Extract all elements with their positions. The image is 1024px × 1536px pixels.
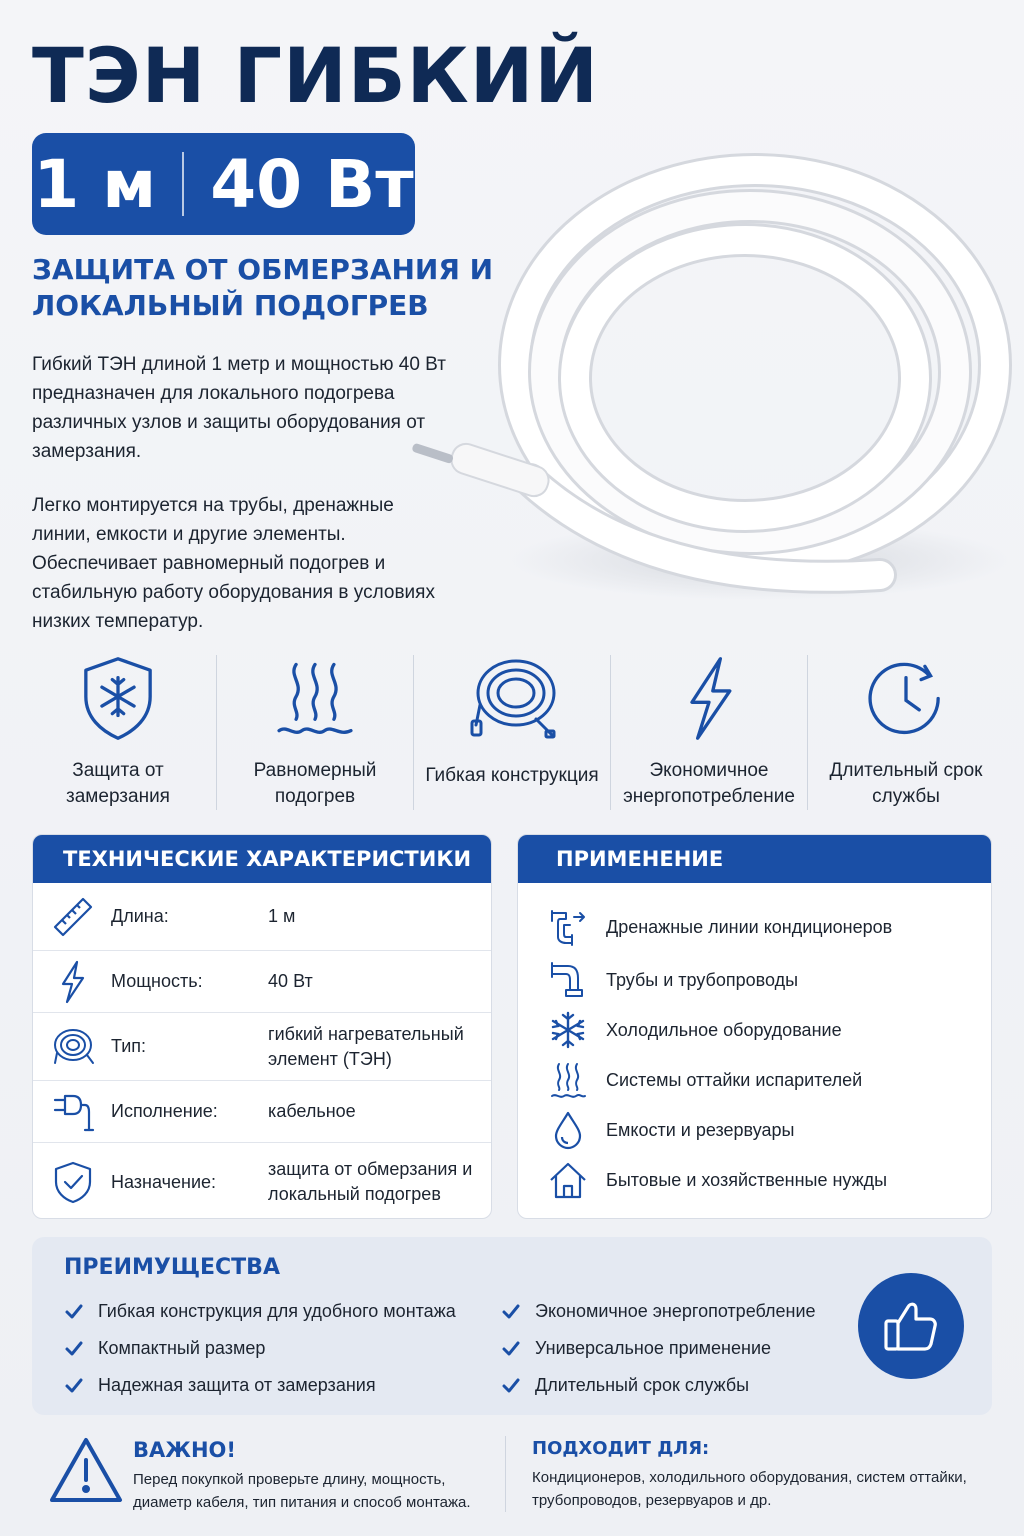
advantage-item	[501, 1330, 816, 1367]
heating-cable-image	[400, 120, 1020, 620]
spec-key: Длина:	[111, 906, 169, 926]
heat-waves-icon	[548, 1060, 588, 1100]
application-item	[548, 1155, 991, 1205]
spec-row-type	[33, 1013, 491, 1081]
advantage-item	[64, 1293, 456, 1330]
description-p2: Легко монтируется на трубы, дренажные линии, емкости и другие элементы. Обеспечивает равномерный подогрев и стабильную работу оборудования в условиях низких температур.	[32, 495, 435, 632]
application-item	[548, 1055, 991, 1105]
spec-badge	[32, 133, 415, 235]
check-icon	[64, 1339, 84, 1359]
plug-icon	[51, 1090, 95, 1134]
application-item	[548, 1105, 991, 1155]
feature-frost-protection	[20, 655, 217, 810]
application-label: Трубы и трубопроводы	[606, 969, 799, 990]
check-icon	[64, 1302, 84, 1322]
application-label: Емкости и резервуары	[606, 1119, 795, 1140]
advantages-title: ПРЕИМУЩЕСТВА	[64, 1255, 280, 1280]
application-label: Холодильное оборудование	[606, 1019, 842, 1040]
thumbs-up-badge	[858, 1273, 964, 1379]
badge-length: 1 м	[33, 145, 157, 223]
application-title: ПРИМЕНЕНИЕ	[518, 835, 991, 883]
spec-value: гибкий нагревательный элемент (ТЭН)	[268, 1023, 464, 1069]
feature-even-heating	[217, 655, 414, 810]
spec-key: Исполнение:	[111, 1101, 218, 1121]
application-item	[548, 955, 991, 1005]
ruler-icon	[51, 895, 95, 939]
check-icon	[501, 1339, 521, 1359]
application-label: Бытовые и хозяйственные нужды	[606, 1169, 888, 1190]
feature-label: Равномерный подогрев	[253, 760, 377, 807]
advantages-left	[64, 1293, 456, 1404]
features-row	[20, 655, 1004, 810]
advantages-panel	[32, 1237, 992, 1415]
advantage-item	[501, 1293, 816, 1330]
advantage-label: Универсальное применение	[535, 1338, 772, 1358]
badge-power: 40 Вт	[210, 145, 414, 223]
spec-row-length	[33, 883, 491, 951]
advantage-label: Гибкая конструкция для удобного монтажа	[98, 1301, 456, 1321]
application-label: Системы оттайки испарителей	[606, 1069, 863, 1090]
check-icon	[64, 1376, 84, 1396]
spec-key: Тип:	[111, 1036, 147, 1056]
cable-coil-icon	[466, 655, 558, 747]
application-panel	[517, 834, 992, 1219]
application-label: Дренажные линии кондиционеров	[606, 916, 893, 937]
spec-value: 40 Вт	[268, 971, 313, 991]
spec-key: Назначение:	[111, 1171, 217, 1192]
advantage-item	[64, 1367, 456, 1404]
water-drop-icon	[548, 1110, 588, 1150]
check-icon	[501, 1376, 521, 1396]
spec-row-power	[33, 951, 491, 1013]
check-icon	[501, 1302, 521, 1322]
badge-divider	[182, 152, 184, 216]
lightning-icon	[51, 960, 95, 1004]
spec-row-purpose	[33, 1143, 491, 1219]
feature-label: Экономичное энергопотребление	[623, 760, 795, 807]
important-text: Перед покупкой проверьте длину, мощность, диаметр кабеля, тип питания и способ монтажа.	[133, 1471, 471, 1511]
specs-title: ТЕХНИЧЕСКИЕ ХАРАКТЕРИСТИКИ	[33, 835, 491, 883]
suitable-text: Кондиционеров, холодильного оборудования, систем оттайки, трубопроводов, резервуаров и др.	[532, 1469, 967, 1509]
shield-check-icon	[51, 1160, 95, 1204]
feature-label: Защита от замерзания	[66, 760, 170, 807]
feature-energy-saving	[611, 655, 808, 810]
spec-value: защита от обмерзания и локальный подогрев	[268, 1159, 473, 1204]
suitable-title: ПОДХОДИТ ДЛЯ:	[532, 1438, 710, 1459]
clock-icon	[860, 655, 952, 742]
advantage-label: Экономичное энергопотребление	[535, 1301, 816, 1321]
feature-label: Гибкая конструкция	[425, 765, 599, 786]
heat-waves-icon	[269, 655, 361, 742]
subtitle: ЗАЩИТА ОТ ОБМЕРЗАНИЯ И ЛОКАЛЬНЫЙ ПОДОГРЕВ	[32, 253, 494, 322]
important-title: ВАЖНО!	[133, 1438, 236, 1462]
spec-key: Мощность:	[111, 971, 203, 991]
application-item	[548, 899, 991, 955]
advantage-item	[501, 1367, 816, 1404]
house-icon	[548, 1160, 588, 1200]
application-list	[518, 883, 991, 1205]
cable-coil-icon	[51, 1025, 95, 1069]
thumbs-up-icon	[880, 1295, 942, 1357]
lightning-icon	[663, 655, 755, 742]
application-item	[548, 1005, 991, 1055]
page-title: ТЭН ГИБКИЙ	[32, 31, 599, 120]
advantage-label: Длительный срок службы	[535, 1375, 750, 1395]
feature-label: Длительный срок службы	[829, 760, 983, 807]
spec-value: кабельное	[268, 1101, 356, 1121]
footer-divider	[505, 1436, 506, 1512]
description-p1: Гибкий ТЭН длиной 1 метр и мощностью 40 Вт предназначен для локального подогрева различных узлов и защиты оборудования от замерзания.	[32, 354, 446, 462]
shield-snowflake-icon	[72, 655, 164, 742]
advantage-label: Компактный размер	[98, 1338, 266, 1358]
pipe-icon	[548, 960, 588, 1000]
specs-panel	[32, 834, 492, 1219]
feature-flexible-design	[414, 655, 611, 810]
feature-long-lifetime	[808, 655, 1004, 810]
drain-pipe-icon	[548, 907, 588, 947]
advantage-item	[64, 1330, 456, 1367]
snowflake-icon	[548, 1010, 588, 1050]
spec-row-execution	[33, 1081, 491, 1143]
advantage-label: Надежная защита от замерзания	[98, 1375, 376, 1395]
spec-value: 1 м	[268, 906, 296, 926]
warning-icon	[48, 1436, 124, 1506]
advantages-right	[501, 1293, 816, 1404]
